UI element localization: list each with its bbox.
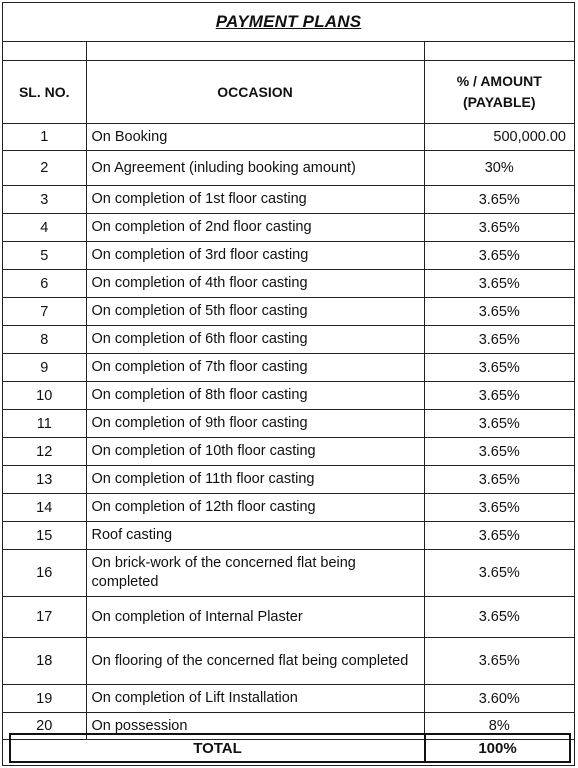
occasion-cell: On possession xyxy=(86,713,424,740)
occasion-cell: Roof casting xyxy=(86,522,424,550)
table-row xyxy=(3,270,574,298)
table-row xyxy=(3,522,574,550)
amount-cell: 3.65% xyxy=(424,438,574,466)
occasion-cell: On completion of 7th floor casting xyxy=(86,354,424,382)
amount-cell: 3.65% xyxy=(424,466,574,494)
sl-no-cell: 10 xyxy=(3,382,86,410)
amount-cell: 3.65% xyxy=(424,298,574,326)
occasion-cell: On completion of 2nd floor casting xyxy=(86,214,424,242)
table-row xyxy=(3,214,574,242)
amount-cell: 3.65% xyxy=(424,597,574,638)
sl-no-cell: 13 xyxy=(3,466,86,494)
amount-cell: 3.65% xyxy=(424,638,574,685)
amount-cell: 3.65% xyxy=(424,270,574,298)
sl-no-cell: 5 xyxy=(3,242,86,270)
table-row xyxy=(3,597,574,638)
table-row xyxy=(3,242,574,270)
header-sl-no: SL. NO. xyxy=(3,61,86,124)
amount-cell: 3.65% xyxy=(424,522,574,550)
table-row xyxy=(3,186,574,214)
occasion-cell: On completion of 4th floor casting xyxy=(86,270,424,298)
amount-cell: 3.65% xyxy=(424,354,574,382)
table-row xyxy=(3,466,574,494)
table-row xyxy=(3,685,574,713)
amount-cell: 3.65% xyxy=(424,326,574,354)
table-row xyxy=(3,326,574,354)
total-value: 100% xyxy=(478,739,517,757)
occasion-cell: On Agreement (inluding booking amount) xyxy=(86,151,424,186)
sl-no-cell: 2 xyxy=(3,151,86,186)
sl-no-cell: 9 xyxy=(3,354,86,382)
occasion-cell: On completion of 6th floor casting xyxy=(86,326,424,354)
sl-no-cell: 1 xyxy=(3,124,86,151)
sl-no-cell: 12 xyxy=(3,438,86,466)
sl-no-cell: 16 xyxy=(3,550,86,597)
occasion-cell: On completion of Lift Installation xyxy=(86,685,424,713)
amount-cell: 3.65% xyxy=(424,214,574,242)
table-row xyxy=(3,550,574,597)
table-row xyxy=(3,638,574,685)
occasion-cell: On completion of 12th floor casting xyxy=(86,494,424,522)
total-row xyxy=(9,733,571,763)
sl-no-cell: 14 xyxy=(3,494,86,522)
header-amount-line2: (PAYABLE) xyxy=(462,94,536,110)
table-row xyxy=(3,298,574,326)
page-title: PAYMENT PLANS xyxy=(215,12,362,31)
occasion-cell: On brick-work of the concerned flat being completed xyxy=(86,550,424,597)
amount-cell: 30% xyxy=(424,151,574,186)
occasion-cell: On completion of 10th floor casting xyxy=(86,438,424,466)
amount-cell: 3.65% xyxy=(424,550,574,597)
total-label: TOTAL xyxy=(11,735,426,761)
sl-no-cell: 19 xyxy=(3,685,86,713)
spacer-row xyxy=(3,42,574,61)
amount-cell: 8% xyxy=(424,713,574,740)
table-row xyxy=(3,382,574,410)
sl-no-cell: 17 xyxy=(3,597,86,638)
occasion-cell: On completion of 1st floor casting xyxy=(86,186,424,214)
amount-cell: 3.65% xyxy=(424,410,574,438)
occasion-cell: On completion of Internal Plaster xyxy=(86,597,424,638)
occasion-cell: On completion of 5th floor casting xyxy=(86,298,424,326)
occasion-cell: On completion of 11th floor casting xyxy=(86,466,424,494)
sl-no-cell: 18 xyxy=(3,638,86,685)
amount-cell: 3.65% xyxy=(424,186,574,214)
occasion-cell: On completion of 8th floor casting xyxy=(86,382,424,410)
table-row xyxy=(3,151,574,186)
sl-no-cell: 20 xyxy=(3,713,86,740)
occasion-cell: On completion of 9th floor casting xyxy=(86,410,424,438)
header-row xyxy=(3,61,574,124)
sl-no-cell: 8 xyxy=(3,326,86,354)
table-row xyxy=(3,494,574,522)
sl-no-cell: 11 xyxy=(3,410,86,438)
sl-no-cell: 7 xyxy=(3,298,86,326)
table-row xyxy=(3,354,574,382)
amount-cell: 3.65% xyxy=(424,242,574,270)
occasion-cell: On Booking xyxy=(86,124,424,151)
sl-no-cell: 6 xyxy=(3,270,86,298)
table-row xyxy=(3,124,574,151)
sl-no-cell: 3 xyxy=(3,186,86,214)
amount-cell: 3.60% xyxy=(424,685,574,713)
amount-cell: 3.65% xyxy=(424,382,574,410)
payment-plans-sheet xyxy=(2,2,575,766)
header-amount-line1: % / AMOUNT xyxy=(456,73,542,89)
amount-cell: 3.65% xyxy=(424,494,574,522)
amount-cell: 500,000.00 xyxy=(424,124,574,151)
occasion-cell: On completion of 3rd floor casting xyxy=(86,242,424,270)
table-row xyxy=(3,410,574,438)
payment-plan-table xyxy=(3,42,574,740)
header-amount xyxy=(424,61,574,124)
table-row xyxy=(3,438,574,466)
sl-no-cell: 4 xyxy=(3,214,86,242)
table-body xyxy=(3,124,574,740)
title-row xyxy=(3,3,574,42)
occasion-cell: On flooring of the concerned flat being completed xyxy=(86,638,424,685)
sl-no-cell: 15 xyxy=(3,522,86,550)
header-occasion: OCCASION xyxy=(86,61,424,124)
